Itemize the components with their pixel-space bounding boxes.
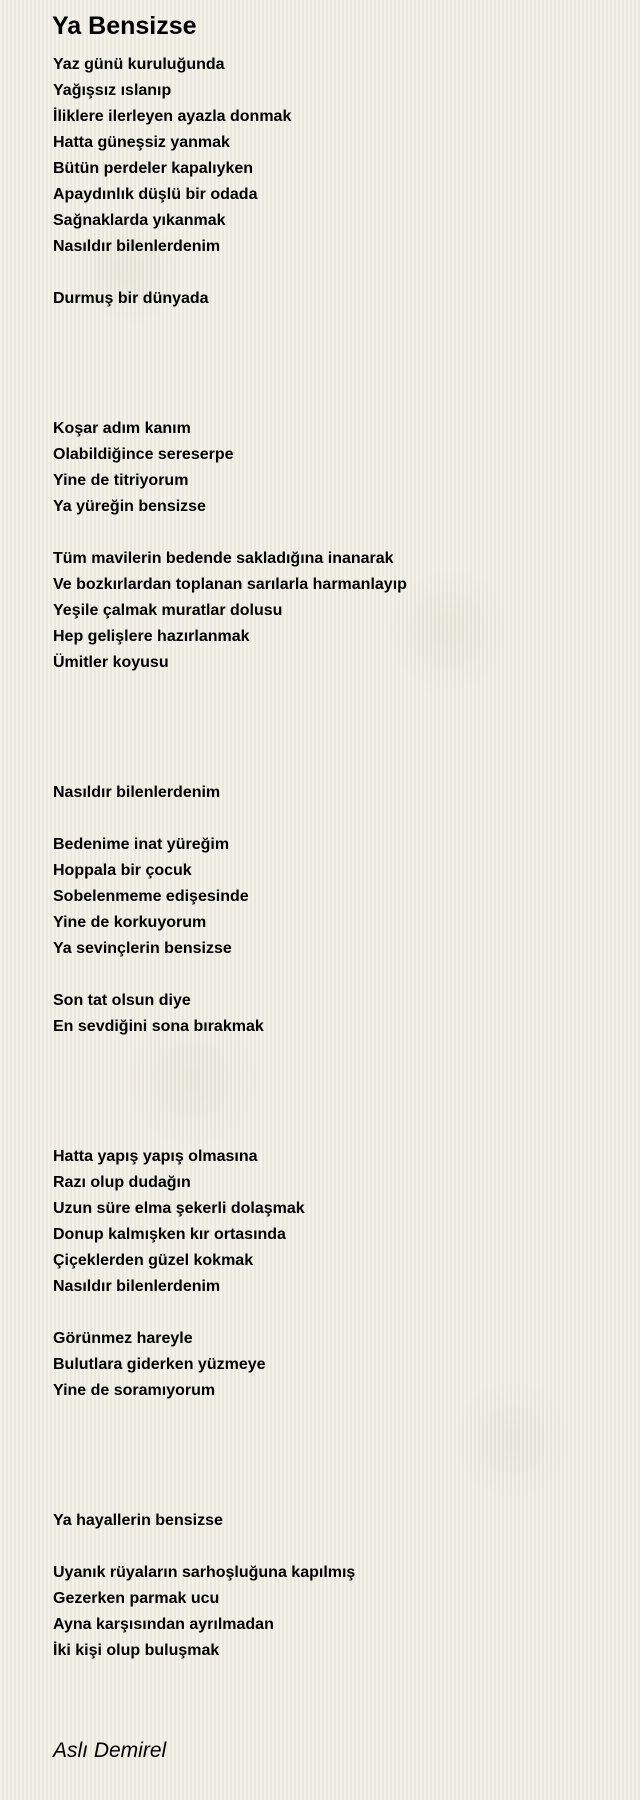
stanza-spacer [53, 1404, 613, 1430]
poem-line: Bütün perdeler kapalıyken [53, 160, 254, 177]
stanza-spacer [53, 1430, 613, 1456]
poem-line: Nasıldır bilenlerdenim [53, 784, 221, 801]
stanza-spacer [53, 1092, 613, 1118]
poem-line: Koşar adım kanım [53, 420, 191, 437]
stanza-spacer [53, 260, 613, 286]
stanza-spacer [53, 1066, 613, 1092]
stanza-spacer [53, 676, 613, 702]
stanza-spacer [53, 390, 613, 416]
poem-line: Yeşile çalmak muratlar dolusu [53, 602, 283, 619]
poem-line: Donup kalmışken kır ortasında [53, 1226, 286, 1243]
poem-line: Ya yüreğin bensizse [53, 498, 206, 515]
stanza-spacer [53, 1040, 613, 1066]
poem-line: Hep gelişlere hazırlanmak [53, 628, 250, 645]
poem-line: Hatta güneşsiz yanmak [53, 134, 230, 151]
stanza-spacer [53, 754, 613, 780]
poem-line: Yaz günü kuruluğunda [53, 56, 225, 73]
poem-line: Apaydınlık düşlü bir odada [53, 186, 258, 203]
poem-line: Yine de soramıyorum [53, 1382, 216, 1399]
poem-line: Son tat olsun diye [53, 992, 191, 1009]
stanza-spacer [53, 1456, 613, 1482]
poem-line: Çiçeklerden güzel kokmak [53, 1252, 254, 1269]
poem-line: Gezerken parmak ucu [53, 1590, 220, 1607]
stanza-spacer [53, 338, 613, 364]
poem-line: Nasıldır bilenlerdenim [53, 1278, 221, 1295]
poem-line: Tüm mavilerin bedende sakladığına inanarak [53, 550, 394, 567]
poem-title: Ya Bensizse [52, 12, 197, 40]
stanza-spacer [53, 1482, 613, 1508]
poem-line: Ve bozkırlardan toplanan sarılarla harmanlayıp [53, 576, 407, 593]
poem-line: Ya hayallerin bensizse [53, 1512, 223, 1529]
poem-line: Durmuş bir dünyada [53, 290, 209, 307]
stanza-spacer [53, 312, 613, 338]
poem-line: Nasıldır bilenlerdenim [53, 238, 221, 255]
poem-line: Ayna karşısından ayrılmadan [53, 1616, 274, 1633]
poem-line: Ümitler koyusu [53, 654, 169, 671]
poem-line: Hatta yapış yapış olmasına [53, 1148, 258, 1165]
stanza-spacer [53, 1118, 613, 1144]
stanza-spacer [53, 962, 613, 988]
poem-line: Yağışsız ıslanıp [53, 82, 172, 99]
author-name[interactable]: Aslı Demirel [53, 1739, 167, 1762]
poem-line: En sevdiğini sona bırakmak [53, 1018, 264, 1035]
stanza-spacer [53, 1534, 613, 1560]
poem-line: İki kişi olup buluşmak [53, 1642, 220, 1659]
stanza-spacer [53, 520, 613, 546]
poem-line: Yine de titriyorum [53, 472, 189, 489]
poem-line: Bulutlara giderken yüzmeye [53, 1356, 266, 1373]
poem-line: Bedenime inat yüreğim [53, 836, 230, 853]
poem-line: Razı olup dudağın [53, 1174, 191, 1191]
poem-line: Hoppala bir çocuk [53, 862, 192, 879]
poem-line: Sağnaklarda yıkanmak [53, 212, 226, 229]
poem-line: Olabildiğince sereserpe [53, 446, 234, 463]
poem-line: Uyanık rüyaların sarhoşluğuna kapılmış [53, 1564, 356, 1581]
poem-line: İliklere ilerleyen ayazla donmak [53, 108, 292, 125]
poem-line: Görünmez hareyle [53, 1330, 193, 1347]
poem-line: Uzun süre elma şekerli dolaşmak [53, 1200, 305, 1217]
poem-line: Sobelenmeme edişesinde [53, 888, 249, 905]
poem-line: Ya sevinçlerin bensizse [53, 940, 232, 957]
stanza-spacer [53, 728, 613, 754]
stanza-spacer [53, 364, 613, 390]
stanza-spacer [53, 806, 613, 832]
stanza-spacer [53, 702, 613, 728]
poem-body [53, 52, 613, 1664]
stanza-spacer [53, 1300, 613, 1326]
poem-line: Yine de korkuyorum [53, 914, 207, 931]
